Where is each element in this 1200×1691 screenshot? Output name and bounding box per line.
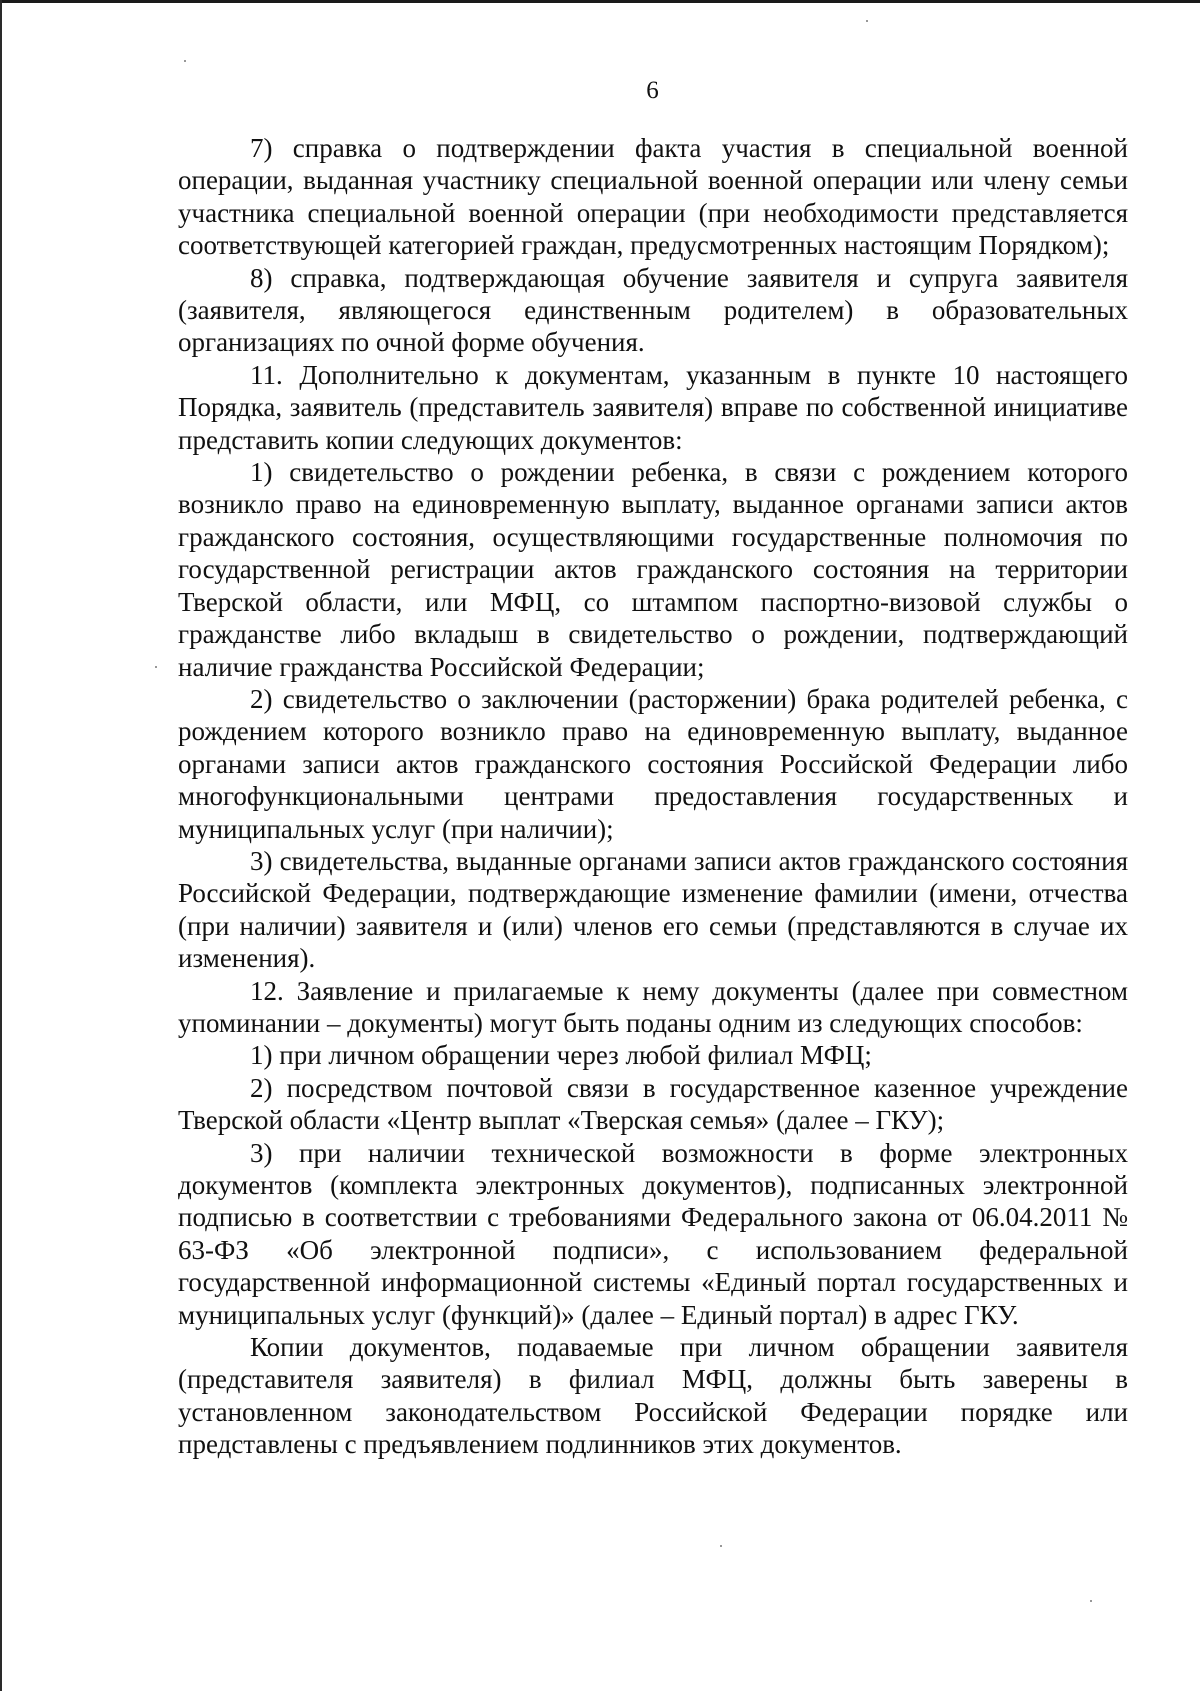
- scan-speck: [1090, 1600, 1092, 1602]
- paragraph-11-item-3: 3) свидетельства, выданные органами записи актов гражданского состояния Российской Федерации, подтверждающие изменение фамилии (имени, отчества (при наличии) заявителя и (или) членов его семьи (представляются в случае их изменения).: [178, 845, 1128, 974]
- page-number: 6: [646, 77, 659, 104]
- paragraph-11-item-1: 1) свидетельство о рождении ребенка, в связи с рождением которого возникло право на единовременную выплату, выданное органами записи актов гражданского состояния, осуществляющими государственные полномочия по государственной регистрации актов гражданского состояния на территории Тверской области, или МФЦ, со штампом паспортно-визовой службы о гражданстве либо вкладыш в свидетельство о рождении, подтверждающий наличие гражданства Российской Федерации;: [178, 457, 1128, 682]
- paragraph-12-item-1: 1) при личном обращении через любой филиал МФЦ;: [250, 1040, 872, 1071]
- document-body: [178, 132, 1128, 1461]
- paragraph-copies: Копии документов, подаваемые при личном обращении заявителя (представителя заявителя) в филиал МФЦ, должны быть заверены в установленном законодательством Российской Федерации порядке или представлены с предъявлением подлинников этих документов.: [178, 1332, 1128, 1460]
- scan-speck: [866, 20, 868, 22]
- paragraph-11-item-2: 2) свидетельство о заключении (расторжении) брака родителей ребенка, с рождением которого возникло право на единовременную выплату, выданное органами записи актов гражданского состояния Российской Федерации либо многофункциональными центрами предоставления государственных и муниципальных услуг (при наличии);: [178, 683, 1128, 844]
- paragraph-item-8: 8) справка, подтверждающая обучение заявителя и супруга заявителя (заявителя, являющегося единственным родителем) в образовательных организациях по очной форме обучения.: [178, 262, 1128, 358]
- paragraph-clause-11: 11. Дополнительно к документам, указанным в пункте 10 настоящего Порядка, заявитель (представитель заявителя) вправе по собственной инициативе представить копии следующих документов:: [178, 359, 1128, 455]
- paragraph-item-7: 7) справка о подтверждении факта участия в специальной военной операции, выданная участнику специальной военной операции или члену семьи участника специальной военной операции (при необходимости представляется соответствующей категорией граждан, предусмотренных настоящим Порядком);: [178, 133, 1128, 261]
- scan-edge-left: [0, 0, 2, 1691]
- scan-speck: [184, 60, 186, 62]
- paragraph-12-item-2: 2) посредством почтовой связи в государственное казенное учреждение Тверской области «Центр выплат «Тверская семья» (далее – ГКУ);: [178, 1072, 1128, 1136]
- paragraph-12-item-3: 3) при наличии технической возможности в форме электронных документов (комплекта электронных документов), подписанных электронной подписью в соответствии с требованиями Федерального закона от 06.04.2011 № 63-ФЗ «Об электронной подписи», с использованием федеральной государственной информационной системы «Единый портал государственных и муниципальных услуг (функций)» (далее – Единый портал) в адрес ГКУ.: [178, 1137, 1128, 1330]
- scan-speck: [155, 666, 157, 668]
- paragraph-clause-12: 12. Заявление и прилагаемые к нему документы (далее при совместном упоминании – документы) могут быть поданы одним из следующих способов:: [178, 975, 1128, 1038]
- scan-edge-top: [0, 0, 1200, 3]
- scan-speck: [720, 1545, 722, 1547]
